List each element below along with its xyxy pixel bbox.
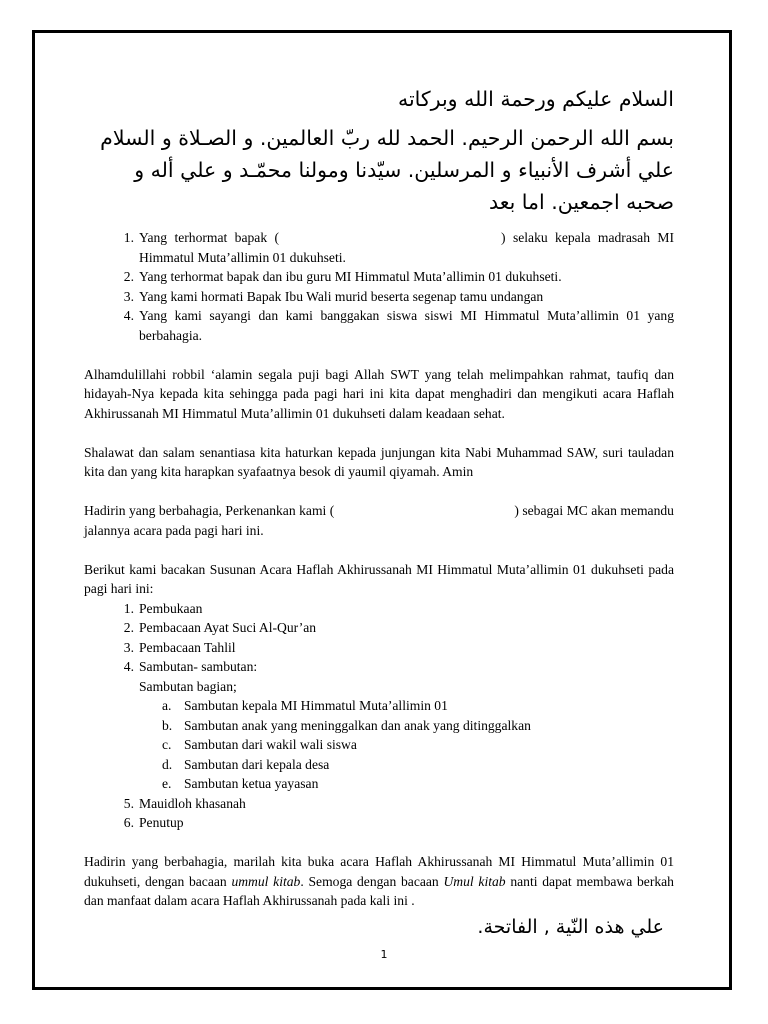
list-text: Pembacaan Ayat Suci Al-Qur’an xyxy=(139,620,317,635)
basmala-paragraph: بسم الله الرحمن الرحيم. الحمد لله ربّ العالمين. و الصـلاة و السلام علي أشرف الأنبياء و المرسلين. سيّدنا ومولنا محمّـد و علي أله و صحبه اجمعين. اما بعد xyxy=(100,126,674,214)
list-item xyxy=(84,755,674,775)
list-item xyxy=(84,696,674,716)
paragraph-shalawat: Shalawat dan salam senantiasa kita haturkan kepada junjungan kita Nabi Muhammad SAW, suri tauladan kita dan yang kita harapkan syafaatnya besok di yaumil qiyamah. Amin xyxy=(84,444,674,479)
list-letter: b. xyxy=(162,717,173,733)
mc-text: Hadirin yang berbahagia, Perkenankan kami ( xyxy=(84,503,335,518)
list-item xyxy=(84,638,674,658)
sambutan-bagian-label: Sambutan bagian; xyxy=(139,678,237,694)
list-number: 2. xyxy=(123,269,134,284)
list-item xyxy=(84,599,674,619)
list-number: 1. xyxy=(123,600,134,616)
list-number: 3. xyxy=(123,639,134,655)
sambutan-list xyxy=(84,696,674,794)
closing-emphasis: Umul kitab xyxy=(443,873,506,889)
agenda-list xyxy=(84,599,674,677)
list-letter: d. xyxy=(162,756,173,772)
list-number: 4. xyxy=(123,659,134,674)
closing-text: Hadirin yang berbahagia, marilah kita buka acara Haflah Akhirussanah MI Himmatul Muta’allimin 01 dukuhseti, dengan bacaan xyxy=(84,854,674,889)
mc-text: ) sebagai MC akan memandu jalannya acara pada pagi hari ini. xyxy=(84,503,674,538)
paragraph-susunan: Berikut kami bacakan Susunan Acara Haflah Akhirussanah MI Himmatul Muta’allimin 01 dukuhseti pada pagi hari ini: xyxy=(84,561,674,596)
salam-heading: السلام عليكم ورحمة الله وبركاته xyxy=(397,87,674,111)
list-number: 3. xyxy=(123,288,134,304)
list-item xyxy=(84,657,674,677)
list-letter: e. xyxy=(162,776,172,791)
greetings-list xyxy=(84,228,674,345)
list-number: 5. xyxy=(123,795,134,811)
list-text: Sambutan anak yang meninggalkan dan anak yang ditinggalkan xyxy=(184,717,531,733)
list-item xyxy=(84,735,674,755)
list-text: Sambutan- sambutan: xyxy=(139,659,258,674)
list-item xyxy=(84,794,674,814)
closing-text: nanti dapat membawa berkah dan manfaat dalam acara Haflah Akhirussanah pada kali ini . xyxy=(84,873,674,908)
list-number: 2. xyxy=(123,620,134,635)
list-item xyxy=(84,618,674,638)
list-letter: c. xyxy=(162,737,172,752)
list-item xyxy=(84,774,674,794)
list-item xyxy=(84,287,674,307)
list-text: Sambutan kepala MI Himmatul Muta’allimin 01 xyxy=(184,698,448,713)
list-text: Penutup xyxy=(139,815,184,830)
paragraph-closing xyxy=(84,852,674,911)
list-text: Sambutan dari kepala desa xyxy=(184,756,330,772)
agenda-list-end xyxy=(84,794,674,833)
closing-text: . Semoga dengan bacaan xyxy=(300,873,444,889)
list-text: Pembukaan xyxy=(139,600,203,616)
list-text: Sambutan ketua yayasan xyxy=(184,776,319,791)
list-item xyxy=(84,306,674,345)
list-text: Yang terhormat bapak ( xyxy=(139,230,280,245)
list-item xyxy=(84,228,674,267)
document-body xyxy=(84,84,674,941)
list-text: Yang kami sayangi dan kami banggakan siswa siswi MI Himmatul Muta’allimin 01 yang berbahagia. xyxy=(139,308,674,343)
list-item xyxy=(84,267,674,287)
list-text: ) selaku kepala madrasah MI Himmatul Muta’allimin 01 dukuhseti. xyxy=(139,230,674,265)
closing-emphasis: ummul kitab xyxy=(231,873,301,889)
list-text: Yang kami hormati Bapak Ibu Wali murid beserta segenap tamu undangan xyxy=(139,288,544,304)
page-number: 1 xyxy=(380,948,388,961)
list-number: 1. xyxy=(123,230,134,245)
list-number: 6. xyxy=(123,815,134,830)
list-number: 4. xyxy=(123,308,134,323)
list-text: Pembacaan Tahlil xyxy=(139,639,236,655)
paragraph-mc xyxy=(84,501,674,540)
list-item xyxy=(84,813,674,833)
list-text: Sambutan dari wakil wali siswa xyxy=(184,737,357,752)
list-text: Mauidloh khasanah xyxy=(139,795,246,811)
list-item xyxy=(84,716,674,736)
list-text: Yang terhormat bapak dan ibu guru MI Himmatul Muta’allimin 01 dukuhseti. xyxy=(139,269,562,284)
paragraph-alhamdulillah: Alhamdulillahi robbil ‘alamin segala puji bagi Allah SWT yang telah melimpahkan rahmat, taufiq dan hidayah-Nya kepada kita sehingga pada pagi hari ini kita dapat menghadiri dan mengikuti acara Haflah Akhirussanah MI Himmatul Muta’allimin 01 dukuhseti dalam keadaan sehat. xyxy=(84,366,674,421)
list-letter: a. xyxy=(162,698,172,713)
closing-arabic: علي هذه النّية , الفاتحة. xyxy=(477,915,664,938)
